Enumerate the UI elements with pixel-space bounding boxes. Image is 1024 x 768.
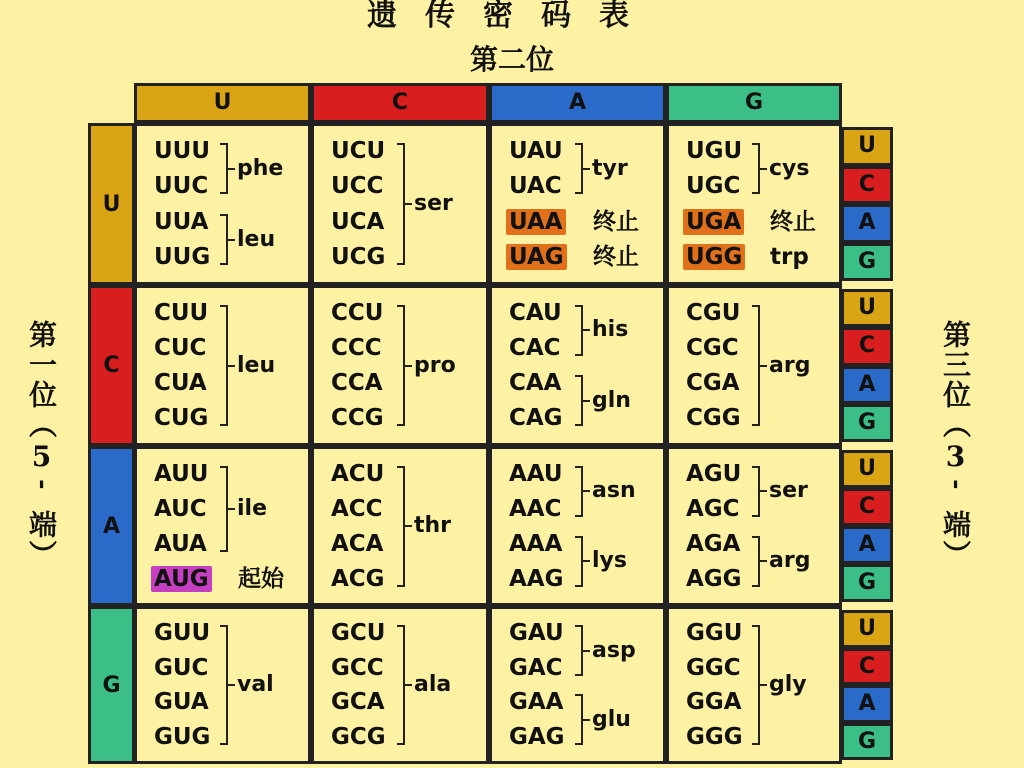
codon: GAU	[509, 620, 564, 647]
third-position-C: C	[841, 166, 893, 205]
amino-acid-label: arg	[769, 548, 811, 573]
row-header-A: A	[88, 446, 135, 606]
codon: ACG	[331, 565, 385, 592]
codon: UGU	[686, 137, 743, 164]
codon: UAA	[506, 209, 566, 235]
amino-acid-label: ser	[769, 478, 808, 503]
bracket	[220, 143, 228, 195]
bracket	[397, 305, 405, 427]
third-position-G: G	[841, 243, 893, 282]
third-position-C: C	[841, 327, 893, 365]
codon: UCA	[331, 208, 385, 235]
codon: GUU	[154, 620, 211, 647]
amino-acid-label: asp	[592, 637, 636, 663]
bracket-tick	[228, 239, 235, 241]
codon: UAU	[509, 137, 563, 164]
codon: AUC	[154, 495, 207, 522]
codon: ACU	[331, 460, 385, 487]
third-position-A: A	[841, 366, 893, 404]
bracket-tick	[583, 650, 590, 652]
amino-acid-label: phe	[237, 155, 284, 181]
bracket-tick	[228, 684, 235, 686]
codon: AAC	[509, 495, 562, 522]
amino-acid-label: asn	[592, 478, 636, 503]
codon: AAG	[509, 565, 564, 592]
codon: GAA	[509, 689, 564, 716]
codon: GUC	[154, 654, 209, 681]
third-position-U: U	[841, 450, 893, 488]
bracket	[752, 536, 760, 587]
amino-acid-label: lys	[592, 548, 627, 573]
row-header-C: C	[88, 285, 135, 446]
codon: AGC	[686, 495, 740, 522]
codon: CUU	[154, 299, 209, 326]
codon: UUU	[154, 137, 211, 164]
codon: CAU	[509, 299, 562, 326]
bracket-tick	[583, 490, 590, 492]
codon: GUA	[154, 689, 209, 716]
bracket	[752, 466, 760, 517]
codon: CCG	[331, 405, 384, 432]
codon: UCG	[331, 244, 386, 271]
third-position-G: G	[841, 404, 893, 442]
page-title: 遗传密码表	[367, 0, 657, 33]
bracket-tick	[583, 400, 590, 402]
bracket	[575, 466, 583, 517]
amino-acid-label: cys	[769, 155, 810, 181]
bracket	[575, 694, 583, 745]
third-position-label: 第三位（3'端）	[939, 320, 972, 570]
third-position-C: C	[841, 488, 893, 526]
bracket-tick	[405, 203, 412, 205]
codon: CCC	[331, 334, 382, 361]
codon: AUA	[154, 530, 207, 557]
row-header-G: G	[88, 606, 135, 764]
codon: CAC	[509, 334, 561, 361]
codon: CUA	[154, 370, 207, 397]
amino-acid-label: pro	[414, 352, 456, 378]
codon: GCC	[331, 654, 384, 681]
bracket-tick	[760, 490, 767, 492]
bracket	[220, 214, 228, 266]
codon: GGA	[686, 689, 742, 716]
codon: UCU	[331, 137, 386, 164]
row-header-U: U	[88, 123, 135, 285]
codon: GCU	[331, 620, 386, 647]
bracket	[575, 536, 583, 587]
amino-acid-label: gly	[769, 672, 807, 697]
amino-acid-label: his	[592, 317, 629, 343]
third-position-U: U	[841, 127, 893, 166]
bracket-tick	[228, 508, 235, 510]
third-position-A: A	[841, 685, 893, 723]
codon: AGA	[686, 530, 741, 557]
bracket-tick	[760, 365, 767, 367]
codon: AUG	[151, 566, 212, 592]
codon: CCA	[331, 370, 383, 397]
third-position-U: U	[841, 289, 893, 327]
third-position-G: G	[841, 723, 893, 761]
bracket-tick	[583, 719, 590, 721]
bracket-tick	[228, 168, 235, 170]
amino-acid-label: gln	[592, 387, 631, 413]
bracket	[220, 466, 228, 552]
codon: GGU	[686, 620, 743, 647]
codon: GAC	[509, 654, 563, 681]
third-position-U: U	[841, 610, 893, 648]
codon: AAU	[509, 460, 563, 487]
amino-acid-label: glu	[592, 706, 631, 732]
bracket	[752, 305, 760, 427]
codon: AUU	[154, 460, 209, 487]
codon: UGG	[683, 244, 745, 270]
codon: UGA	[683, 209, 744, 235]
bracket	[575, 143, 583, 195]
codon: GUG	[154, 723, 211, 750]
bracket	[752, 143, 760, 195]
amino-acid-label: leu	[237, 226, 276, 252]
codon: CGG	[686, 405, 741, 432]
amino-acid-label: ala	[414, 672, 452, 697]
bracket	[220, 305, 228, 427]
third-position-A: A	[841, 204, 893, 243]
codon: CGU	[686, 299, 741, 326]
stop-label: 终止	[593, 244, 639, 271]
codon: CAA	[509, 370, 562, 397]
codon: AGU	[686, 460, 742, 487]
codon: ACC	[331, 495, 383, 522]
bracket-tick	[228, 365, 235, 367]
codon: UAC	[509, 173, 562, 200]
third-position-G: G	[841, 564, 893, 602]
codon: UCC	[331, 173, 384, 200]
codon: CCU	[331, 299, 384, 326]
column-header-A: A	[489, 83, 666, 123]
codon: UUG	[154, 244, 211, 271]
bracket	[220, 625, 228, 745]
bracket-tick	[405, 684, 412, 686]
bracket	[397, 143, 405, 266]
codon: CGA	[686, 370, 740, 397]
amino-acid-label: tyr	[592, 155, 628, 181]
codon: UAG	[506, 244, 567, 270]
stop-label: 终止	[770, 208, 816, 235]
bracket-tick	[405, 525, 412, 527]
amino-acid-label: ile	[237, 495, 268, 521]
amino-acid-label: arg	[769, 352, 811, 378]
bracket	[397, 625, 405, 745]
codon: GAG	[509, 723, 565, 750]
column-header-U: U	[134, 83, 311, 123]
bracket-tick	[583, 329, 590, 331]
bracket	[575, 625, 583, 676]
codon: AGG	[686, 565, 742, 592]
bracket-tick	[760, 168, 767, 170]
start-label: 起始	[238, 565, 284, 592]
third-position-C: C	[841, 648, 893, 686]
amino-acid-label: thr	[414, 513, 452, 538]
codon: GGG	[686, 723, 743, 750]
stop-label: 终止	[593, 208, 639, 235]
codon: ACA	[331, 530, 384, 557]
first-position-label: 第一位（5'端）	[25, 320, 58, 570]
bracket	[752, 625, 760, 745]
codon: CGC	[686, 334, 739, 361]
codon: GCA	[331, 689, 385, 716]
column-header-G: G	[666, 83, 842, 123]
codon: AAA	[509, 530, 563, 557]
codon: CUG	[154, 405, 209, 432]
bracket-tick	[583, 168, 590, 170]
bracket	[575, 375, 583, 426]
amino-acid-label: ser	[414, 191, 453, 216]
bracket-tick	[583, 560, 590, 562]
column-header-C: C	[311, 83, 489, 123]
codon: CAG	[509, 405, 563, 432]
bracket	[397, 466, 405, 587]
codon: GGC	[686, 654, 741, 681]
amino-acid-label: val	[237, 672, 274, 697]
second-position-label: 第二位	[469, 43, 554, 76]
codon: UUA	[154, 208, 209, 235]
codon: CUC	[154, 334, 207, 361]
codon: UUC	[154, 173, 209, 200]
bracket	[575, 305, 583, 356]
amino-acid-label: trp	[770, 244, 809, 271]
bracket-tick	[760, 684, 767, 686]
amino-acid-label: leu	[237, 352, 276, 378]
third-position-A: A	[841, 526, 893, 564]
bracket-tick	[760, 560, 767, 562]
codon: GCG	[331, 723, 386, 750]
bracket-tick	[405, 365, 412, 367]
codon: UGC	[686, 173, 741, 200]
